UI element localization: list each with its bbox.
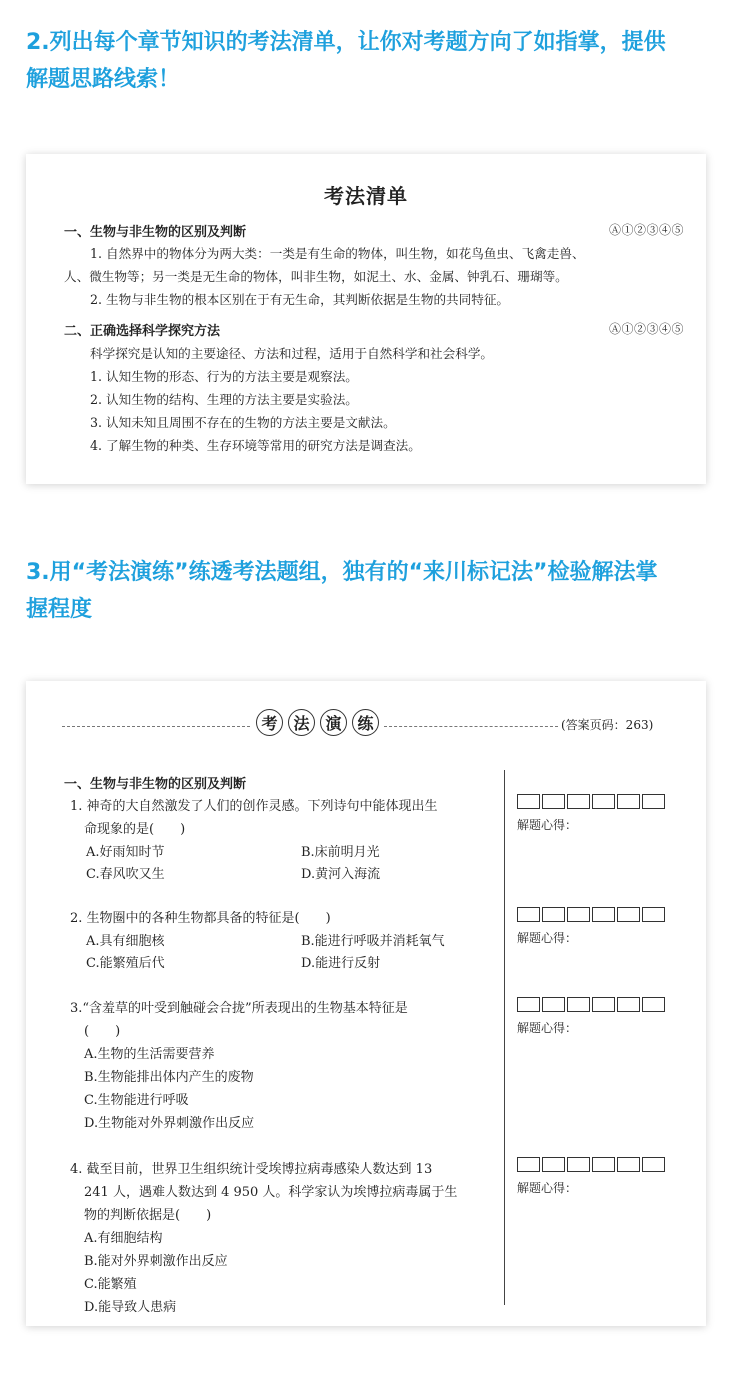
paragraph-line: 1. 认知生物的形态、行为的方法主要是观察法。 (90, 369, 358, 384)
mark-boxes[interactable] (517, 794, 667, 809)
column-divider (504, 770, 505, 1305)
question-stem: 3.“含羞草的叶受到触碰会合拢”所表现出的生物基本特征是 (70, 1001, 408, 1016)
option-a: A.好雨知时节 (86, 845, 165, 860)
question-stem: 命现象的是( ) (84, 822, 186, 837)
paragraph-line: 2. 认知生物的结构、生理的方法主要是实验法。 (90, 392, 358, 407)
section-title: 一、生物与非生物的区别及判断 (64, 777, 247, 792)
option-b: B.床前明月光 (301, 845, 380, 860)
option-a: A.生物的生活需要营养 (84, 1047, 215, 1062)
option-b: B.生物能排出体内产生的废物 (84, 1070, 254, 1085)
mark-boxes[interactable] (517, 997, 667, 1012)
title-char-badge: 法 (288, 709, 315, 736)
option-d: D.生物能对外界刺激作出反应 (84, 1116, 255, 1131)
question-stem: 物的判断依据是( ) (84, 1208, 212, 1223)
heading-line: 握程度 (26, 597, 93, 622)
card-title: 考法清单 (324, 184, 408, 208)
option-b: B.能进行呼吸并消耗氧气 (301, 934, 445, 949)
heading-line: 3.用“考法演练”练透考法题组，独有的“来川标记法”检验解法掌 (26, 560, 658, 585)
exam-method-list-card (26, 154, 706, 484)
question-stem: 241 人，遇难人数达到 4 950 人。科学家认为埃博拉病毒属于生 (84, 1185, 458, 1200)
heading-line: 解题思路线索！ (26, 67, 181, 92)
section-title: 二、正确选择科学探究方法 (64, 324, 221, 339)
question-stem: 2. 生物圈中的各种生物都具备的特征是( ) (70, 911, 331, 926)
solution-note-label: 解题心得： (517, 818, 578, 832)
option-d: D.能进行反射 (301, 956, 381, 971)
solution-note-label: 解题心得： (517, 1021, 578, 1035)
answer-page-ref: (答案页码：263) (561, 718, 654, 732)
heading-line: 2.列出每个章节知识的考法清单，让你对考题方向了如指掌，提供 (26, 30, 666, 55)
paragraph-line: 1. 自然界中的物体分为两大类：一类是有生命的物体，叫生物，如花鸟鱼虫、飞禽走兽、 (90, 246, 585, 261)
question-stem: ( ) (84, 1024, 121, 1039)
section-title: 一、生物与非生物的区别及判断 (64, 225, 247, 240)
option-a: A.具有细胞核 (86, 934, 165, 949)
option-a: A.有细胞结构 (84, 1231, 163, 1246)
option-d: D.能导致人患病 (84, 1300, 177, 1315)
solution-note-label: 解题心得： (517, 931, 578, 945)
question-stem: 4. 截至目前，世界卫生组织统计受埃博拉病毒感染人数达到 13 (70, 1162, 433, 1177)
option-c: C.能繁殖 (84, 1277, 137, 1292)
paragraph-line: 2. 生物与非生物的根本区别在于有无生命，其判断依据是生物的共同特征。 (90, 292, 510, 307)
option-c: C.春风吹又生 (86, 867, 165, 882)
solution-note-label: 解题心得： (517, 1181, 578, 1195)
mastery-marks: Ⓐ①②③④⑤ (608, 322, 684, 336)
section-heading-3 (26, 554, 716, 628)
paragraph-line: 科学探究是认知的主要途径、方法和过程，适用于自然科学和社会科学。 (90, 346, 493, 361)
paragraph-line: 4. 了解生物的种类、生存环境等常用的研究方法是调查法。 (90, 438, 421, 453)
mark-boxes[interactable] (517, 1157, 667, 1172)
paragraph-line: 3. 认知未知且周围不存在的生物的方法主要是文献法。 (90, 415, 396, 430)
dashed-divider (62, 726, 250, 727)
title-char-badge: 考 (256, 709, 283, 736)
question-stem: 1. 神奇的大自然激发了人们的创作灵感。下列诗句中能体现出生 (70, 799, 438, 814)
dashed-divider (384, 726, 558, 727)
mark-boxes[interactable] (517, 907, 667, 922)
option-d: D.黄河入海流 (301, 867, 381, 882)
option-b: B.能对外界刺激作出反应 (84, 1254, 228, 1269)
paragraph-line: 人、微生物等；另一类是无生命的物体，叫非生物，如泥土、水、金属、钟乳石、珊瑚等。 (64, 269, 568, 284)
title-char-badge: 演 (320, 709, 347, 736)
mastery-marks: Ⓐ①②③④⑤ (608, 223, 684, 237)
exam-practice-card (26, 681, 706, 1326)
option-c: C.能繁殖后代 (86, 956, 165, 971)
section-heading-2 (26, 24, 716, 98)
option-c: C.生物能进行呼吸 (84, 1093, 189, 1108)
title-char-badge: 练 (352, 709, 379, 736)
